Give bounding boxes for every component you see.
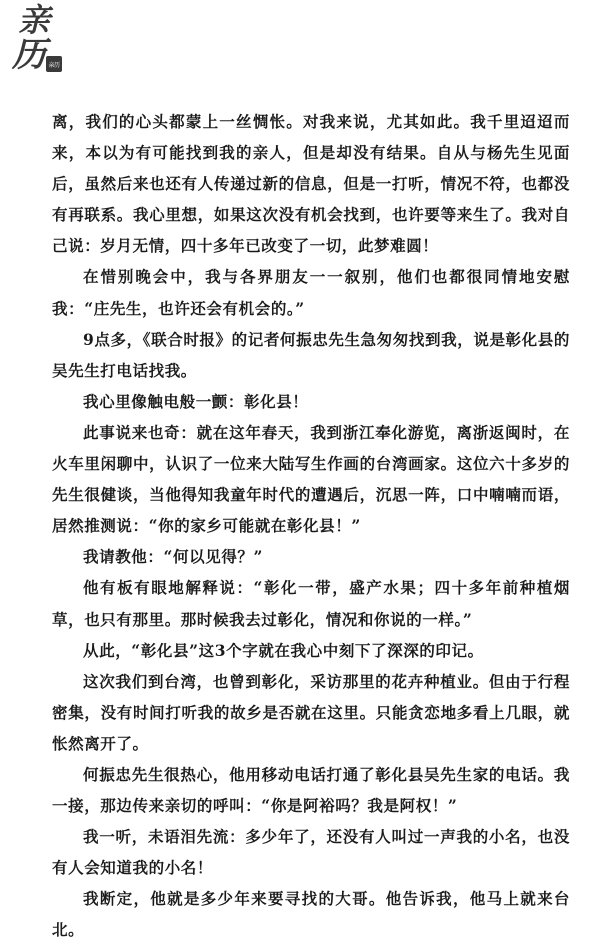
paragraph-1: 离，我们的心头都蒙上一丝惆怅。对我来说，尤其如此。我千里迢迢而来，本以为有可能找到我的亲人，但是却没有结果。自从与杨先生见面后，虽然后来也还有人传递过新的信息，但是一打听，情况不符，也都没有再联系。我心里想，如果这次没有机会找到，也许要等来生了。我对自己说：岁月无情，四十多年已改变了一切，此梦难圆！	[52, 112, 570, 256]
paragraph-4: 我心里像触电般一颤：彰化县！	[83, 391, 309, 411]
page-body	[52, 106, 570, 946]
header-character-1: 亲	[18, 1, 51, 39]
paragraph-11: 我一听，未语泪先流：多少年了，还没有人叫过一声我的小名，也没有人会知道我的小名！	[52, 827, 570, 878]
header-character-2: 历	[12, 35, 46, 75]
paragraph-2: 在惜别晚会中，我与各界朋友一一叙别，他们也都很同情地安慰我：“庄先生，也许还会有机会的。”	[52, 267, 570, 318]
paragraph-12: 我断定，他就是多少年来要寻找的大哥。他告诉我，他马上就来台北。	[52, 889, 570, 940]
paragraph-6: 我请教他：“何以见得？”	[83, 547, 264, 567]
paragraph-3: 9点多，《联合时报》的记者何振忠先生急匆匆找到我，说是彰化县的吴先生打电话找我。	[52, 329, 570, 380]
paragraph-9: 这次我们到台湾，也曾到彰化，采访那里的花卉种植业。但由于行程密集，没有时间打听我的故乡是否就在这里。只能贪恋地多看上几眼，就怅然离开了。	[52, 671, 570, 753]
seal-stamp: 亲历	[46, 56, 62, 72]
paragraph-5: 此事说来也奇：就在这年春天，我到浙江奉化游览，离浙返闽时，在火车里闲聊中，认识了一位来大陆写生作画的台湾画家。这位六十多岁的先生很健谈，当他得知我童年时代的遭遇后，沉思一阵，口中喃喃而语，居然推测说：“你的家乡可能就在彰化县！”	[52, 422, 570, 536]
paragraph-8: 从此，“彰化县”这3个字就在我心中刻下了深深的印记。	[83, 640, 484, 660]
paragraph-7: 他有板有眼地解释说：“彰化一带，盛产水果；四十多年前种植烟草，也只有那里。那时候我去过彰化，情况和你说的一样。”	[52, 578, 570, 629]
paragraph-10: 何振忠先生很热心，他用移动电话打通了彰化县吴先生家的电话。我一接，那边传来亲切的呼叫：“你是阿裕吗？我是阿权！”	[52, 764, 570, 816]
page-header-logo	[10, 1, 70, 76]
